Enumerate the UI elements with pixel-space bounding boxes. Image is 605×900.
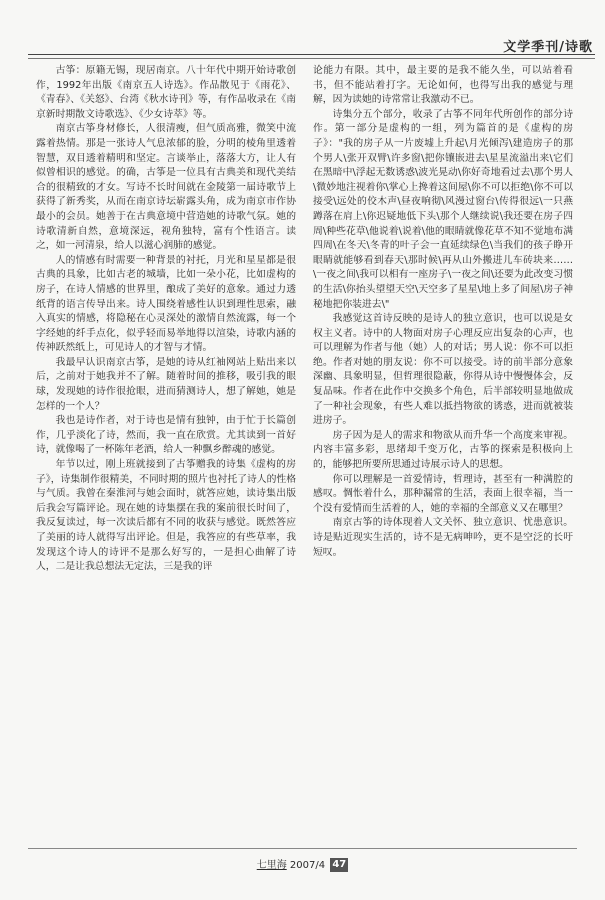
paragraph: 我也是诗作者，对于诗也是情有独钟，由于忙于长篇创作，几乎淡化了诗，然而，我一直在欣赏。尤其读到一首好诗，就像喝了一杯陈年老酒，给人一种飘乡醉魂的感觉。 <box>36 415 296 456</box>
paragraph: 古筝：原籍无锡，现居南京。八十年代中期开始诗歌创作，1992年出版《南京五人诗选》。作品散见于《雨花》、《青春》、《关怒》、台湾《秋水诗刊》等，有作品收录在《南京新时期散文诗歌选》、《少女诗萃》等。 <box>36 65 296 120</box>
paragraph: 南京古筝身材修长，人很清瘦，但气质高雅，微笑中流露着热情。那是一张诗人气息浓郁的脸，分明的棱角里透着智慧，双目透着精明和坚定。言谈举止，落落大方，让人有似曾相识的感觉。的确，古筝是一位具有古典美和现代美结合的很精致的才女。写诗不长时间就在金陵第一届诗歌节上获得了新秀奖，从而在南京诗坛崭露头角，成为南京市作协最小的会员。她善于在古典意境中营造她的诗歌气氛。她的诗歌清新自然，意境深远，视角独特，富有个性语言。读之，如一河清泉，给人以滋心润肺的感觉。 <box>36 123 296 252</box>
section-header-title: 文学季刊/诗歌 <box>503 40 593 55</box>
article-left-column <box>36 64 296 575</box>
issue-number: 2007/4 <box>289 860 326 871</box>
paragraph: 诗集分五个部分，收录了古筝不同年代所创作的部分诗作。第一部分是虚构的一组，列为篇首的是《虚构的房子》："我的房子从一片废墟上升起\月光倾泻\建造房子的那个男人\张开双臂\许多窗\把你镶嵌进去\星星流溢出来\它们在黑暗中\浮起无数诱惑\波光晃动\你好奇地看过去\那个男人\微妙地注视着你\掌心上搀着这间屋\你不可以拒绝\你不可以接受\远处的佼木声\昼夜响彻\风漫过窗台\传得很远\一只燕蹲落在肩上\你迟疑地低下头\那个人继续说\我还要在房子四周\种些花草\他说着\说着\他的眼睛就像花草不知不觉地布满四周\在冬天\冬青的叶子会一直延续绿色\当我们的孩子睁开眼睛就能够看到春天\那时候\再从山外搬进儿车砖块来……\一夜之间\我可以相有一座房子\一夜之间\还要为此改变习惯的生活\你抬头望望天空\天空多了星星\地上多了间屋\房子神秘地把你装进去\" <box>313 108 573 310</box>
paragraph: 人的情感有时需要一种背景的衬托，月光和星星都是很古典的具象，比如古老的城墙，比如一朵小花，比如虚构的房子，在诗人情感的世界里，酿成了美好的意象。通过力透纸背的语言传导出来。诗人围绕着感性认识到理性思索，融入真实的情感，将隐秘在心灵深处的激情自然流露，每一个字经她的纤手点化，似乎轻而易举地得以渲染，诗歌内涵的传神跃然纸上，可见诗人的才智与才情。 <box>36 254 296 354</box>
paragraph: 我感觉这首诗反映的是诗人的独立意识，也可以说是女权主义者。诗中的人物面对房子心理反应出复杂的心声，也可以理解为作者与他（她）人的对话；男人说：你不可以拒绝。作者对她的朋友说：你不可以接受。诗的前半部分意象深幽、具象明显，但哲理很隐蔽，你得从诗中慢慢体会，反复品味。作者在此作中交换多个角色，后半部较明显地做成了一种社会现象，有些人难以抵挡物欲的诱惑，进而就被装进房子。 <box>313 313 573 427</box>
paragraph: 南京古筝的诗体现着人文关怀、独立意识、忧患意识。诗是贴近现实生活的，诗不是无病呻吟，更不是空泛的长吁短叹。 <box>313 517 573 558</box>
header-rule <box>28 58 595 59</box>
page-number: 47 <box>330 858 348 872</box>
paragraph: 年节以过，刚上班就接到了古筝赠我的诗集《虚构的房子》，诗集制作很精美，不同时期的照片也衬托了诗人的性格与气质。我曾在秦淮河与她会面时，就答应她，读诗集出版后我会写篇评论。现在她的诗集摆在我的案前很长时间了，我反复读过，每一次读后都有不同的收获与感觉。既然答应了美丽的诗人就得写出评论。但是，我答应的有些草率，我发现这个诗人的诗评不是那么好写的，一是担心曲解了诗人，二是让我总想法无定法，三是我的评 <box>36 459 296 573</box>
paragraph: 我最早认识南京古筝，是她的诗从红袖网站上贴出来以后，之前对于她我并不了解。随着时间的推移，吸引我的眼球，发现她的诗作很抢眼，进而猜测诗人，想了解她，她是怎样的一个人？ <box>36 356 296 412</box>
paragraph: 论能力有限。其中，最主要的是我不能久坐，可以站着看书，但不能站着打字。无论如何，也得写出我的感觉与理解，因为读她的诗常常让我激动不已。 <box>313 65 573 106</box>
header-rule <box>28 54 595 55</box>
footer-rule <box>28 848 577 849</box>
magazine-name: 七里海 <box>256 860 287 871</box>
article-right-column <box>313 64 573 560</box>
paragraph: 房子因为是人的需求和物欲从而升华一个高度来审视。内容丰富多彩，思绪却千变万化，古筝的探索是积极向上的，能够把所要所思通过诗展示诗人的思想。 <box>313 429 573 471</box>
page-footer <box>0 856 605 872</box>
paragraph: 你可以理解是一首爱情诗，哲理诗，甚至有一种满腔的感叹。惆怅着什么，那种漏常的生活，表面上很幸福，当一个没有爱情而生活着的人，她的幸福的全部意义又在哪里？ <box>313 473 573 514</box>
